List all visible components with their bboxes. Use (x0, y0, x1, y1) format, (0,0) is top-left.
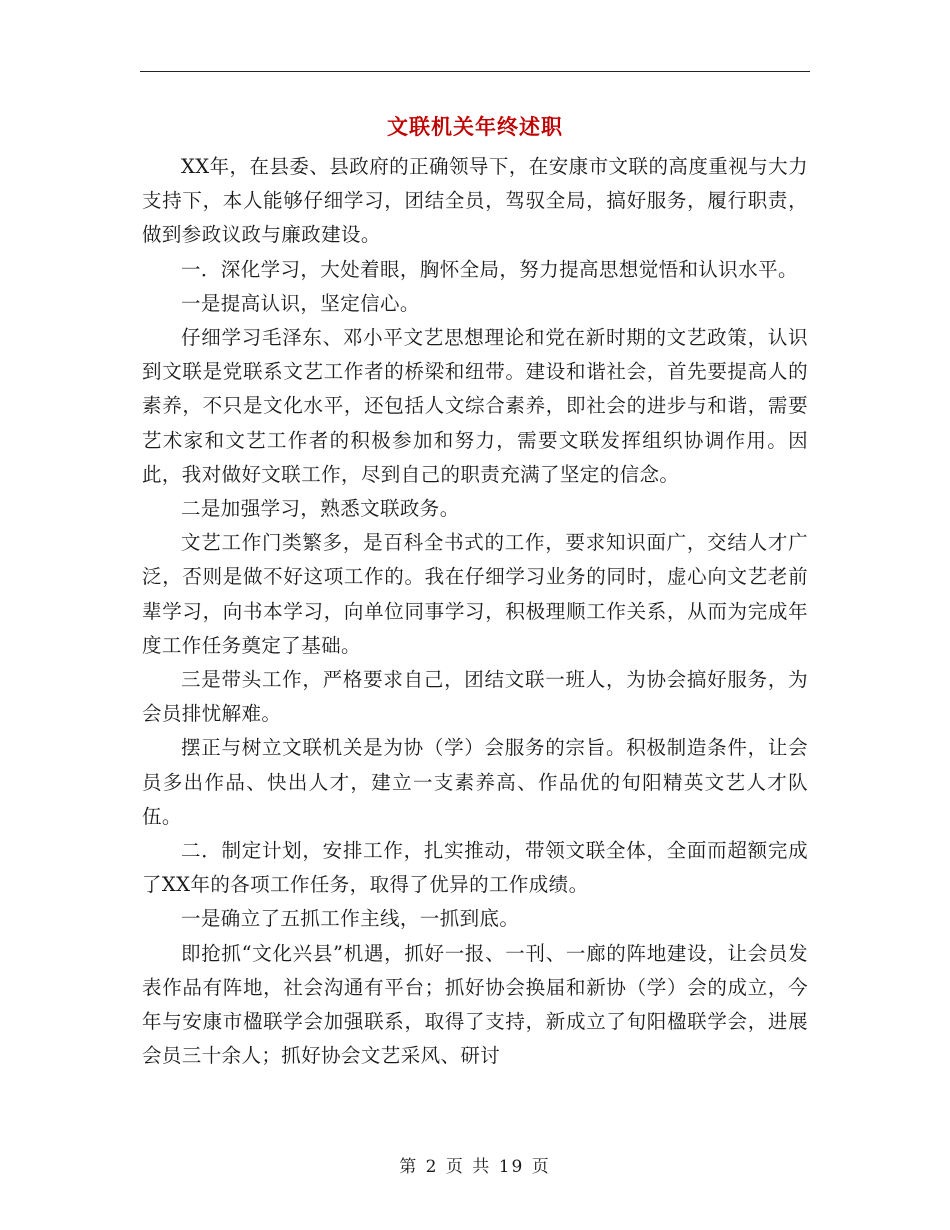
document-body (142, 150, 808, 1073)
document-title: 文联机关年终述职 (387, 114, 563, 139)
paragraph: 即抢抓“文化兴县”机遇，抓好一报、一刊、一廊的阵地建设，让会员发表作品有阵地，社会沟通有平台；抓好协会换届和新协（学）会的成立，今年与安康市楹联学会加强联系，取得了支持，新成立了旬阳楹联学会，进展会员三十余人；抓好协会文艺采风、研讨 (142, 941, 808, 1068)
subheading: 一是提高认识，坚定信心。 (181, 291, 420, 315)
paragraph: 文艺工作门类繁多，是百科全书式的工作，要求知识面广，交结人才广泛，否则是做不好这项工作的。我在仔细学习业务的同时，虚心向文艺老前辈学习，向书本学习，向单位同事学习，积极理顺工作关系，从而为完成年度工作任务奠定了基础。 (142, 531, 808, 657)
section-heading: 一．深化学习，大处着眼，胸怀全局，努力提高思想觉悟和认识水平。 (181, 257, 798, 281)
subheading: 二是加强学习，熟悉文联政务。 (181, 497, 460, 521)
page-number: 第 2 页 共 19 页 (399, 1157, 551, 1177)
paragraph: 摆正与树立文联机关是为协（学）会服务的宗旨。积极制造条件，让会员多出作品、快出人才，建立一支素养高、作品优的旬阳精英文艺人才队伍。 (142, 736, 808, 828)
header-rule (140, 71, 810, 72)
subheading: 三是带头工作，严格要求自己，团结文联一班人，为协会搞好服务，为会员排忧解难。 (142, 668, 808, 726)
subheading: 一是确立了五抓工作主线，一抓到底。 (181, 907, 520, 931)
page-footer (0, 1152, 950, 1177)
section-heading: 二．制定计划，安排工作，扎实推动，带领文联全体，全面而超额完成了XX年的各项工作任务，取得了优异的工作成绩。 (142, 839, 808, 897)
paragraph: 仔细学习毛泽东、邓小平文艺思想理论和党在新时期的文艺政策，认识到文联是党联系文艺工作者的桥梁和纽带。建设和谐社会，首先要提高人的素养，不只是文化水平，还包括人文综合素养，即社会的进步与和谐，需要艺术家和文艺工作者的积极参加和努力，需要文联发挥组织协调作用。因此，我对做好文联工作，尽到自己的职责充满了坚定的信念。 (142, 326, 808, 486)
paragraph: XX年，在县委、县政府的正确领导下，在安康市文联的高度重视与大力支持下，本人能够仔细学习，团结全员，驾驭全局，搞好服务，履行职责，做到参政议政与廉政建设。 (142, 155, 808, 247)
